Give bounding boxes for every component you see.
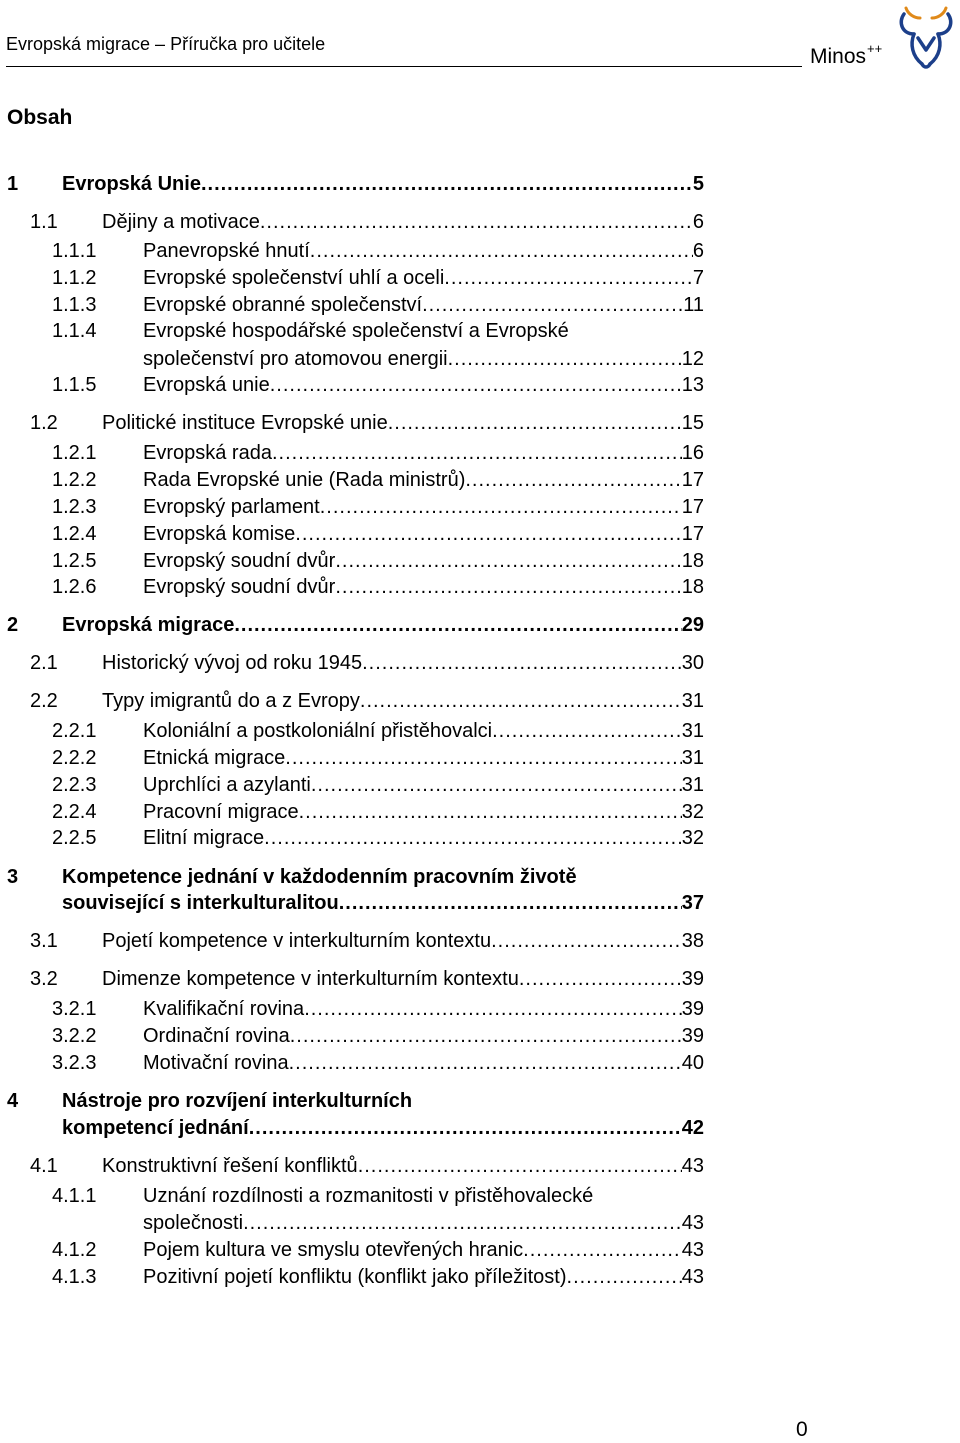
toc-entry-title-row <box>102 928 704 955</box>
toc-entry-number: 1.2.6 <box>52 576 97 598</box>
toc-entry-page: 31 <box>681 690 704 712</box>
toc-entry-number: 2.2 <box>30 690 58 712</box>
toc-entry-page: 43 <box>681 1239 704 1261</box>
toc-entry-page: 42 <box>681 1117 704 1139</box>
toc-dot-leader <box>249 1115 682 1142</box>
toc-entry[interactable] <box>0 494 704 521</box>
toc-entry[interactable] <box>0 410 704 437</box>
toc-entry-number: 2 <box>7 614 19 636</box>
toc-dot-leader <box>567 1264 682 1291</box>
toc-entry-title: Evropská Unie <box>62 173 201 195</box>
toc-entry-page: 37 <box>681 892 704 914</box>
toc-heading: Obsah <box>7 106 73 129</box>
toc-entry-page: 31 <box>681 774 704 796</box>
toc-entry-title: Politické instituce Evropské unie <box>102 412 388 434</box>
toc-entry-page: 32 <box>681 801 704 823</box>
toc-entry-number: 1.1.1 <box>52 240 97 262</box>
toc-entry-title-row <box>143 548 704 575</box>
toc-entry-title-row <box>102 410 704 437</box>
toc-entry-page: 18 <box>681 576 704 598</box>
toc-entry-title-row <box>143 799 704 826</box>
page-header <box>0 0 960 80</box>
toc-entry-title-row <box>143 440 704 467</box>
toc-entry-title-line1: Nástroje pro rozvíjení interkulturních <box>62 1090 413 1112</box>
toc-entry-page: 43 <box>681 1266 704 1288</box>
toc-entry-page: 6 <box>692 240 704 262</box>
toc-entry[interactable] <box>0 171 704 198</box>
toc-entry[interactable] <box>0 825 704 852</box>
toc-entry-number: 1.2 <box>30 412 58 434</box>
toc-entry[interactable] <box>0 265 704 292</box>
toc-dot-leader <box>444 265 693 292</box>
toc-entry[interactable] <box>0 650 704 677</box>
toc-entry-number: 2.2.2 <box>52 747 97 769</box>
toc-dot-leader <box>320 494 682 521</box>
toc-entry-page: 15 <box>681 412 704 434</box>
toc-entry-number: 1 <box>7 173 19 195</box>
toc-entry-title: Evropský parlament <box>143 496 320 518</box>
toc-entry-title-row <box>143 1050 704 1077</box>
toc-dot-leader <box>523 1237 682 1264</box>
toc-entry-page: 11 <box>683 294 704 316</box>
toc-entry-number: 3.2 <box>30 968 58 990</box>
toc-entry-number: 3.2.1 <box>52 998 97 1020</box>
toc-entry-title-row <box>143 265 704 292</box>
toc-entry-number: 1.2.1 <box>52 442 97 464</box>
toc-entry-number: 3.1 <box>30 930 58 952</box>
toc-entry[interactable] <box>0 864 704 891</box>
toc-entry-number: 2.2.1 <box>52 720 97 742</box>
toc-entry-number: 1.1.3 <box>52 294 97 316</box>
toc-entry-title: související s interkulturalitou <box>62 892 339 914</box>
toc-entry-title: Evropská unie <box>143 374 270 396</box>
toc-entry[interactable] <box>0 1050 704 1077</box>
toc-entry[interactable] <box>0 1183 704 1210</box>
toc-entry-title: Historický vývoj od roku 1945 <box>102 652 363 674</box>
toc-entry-page: 7 <box>692 267 704 289</box>
toc-dot-leader <box>299 799 682 826</box>
toc-entry-number: 2.2.3 <box>52 774 97 796</box>
toc-entry-title-row <box>143 292 704 319</box>
toc-entry-title-line1: Evropské hospodářské společenství a Evropské <box>143 320 569 342</box>
toc-entry-title-row <box>143 1023 704 1050</box>
toc-entry-title: Ordinační rovina <box>143 1025 290 1047</box>
toc-entry-title-line1: Uznání rozdílnosti a rozmanitosti v přistěhovalecké <box>143 1185 594 1207</box>
toc-entry-title: Evropský soudní dvůr <box>143 576 336 598</box>
toc-entry-number: 3.2.3 <box>52 1052 97 1074</box>
toc-entry-title-row <box>62 612 704 639</box>
toc-entry-title: Evropská komise <box>143 523 296 545</box>
toc-dot-leader <box>335 574 681 601</box>
toc-entry-title-row <box>143 996 704 1023</box>
toc-entry[interactable] <box>0 467 704 494</box>
toc-entry-page: 39 <box>681 998 704 1020</box>
toc-entry-title: Pozitivní pojetí konfliktu (konflikt jako příležitost) <box>143 1266 567 1288</box>
toc-dot-leader <box>270 372 682 399</box>
toc-entry-title-row <box>143 494 704 521</box>
toc-entry-title: společnosti <box>143 1212 244 1234</box>
toc-entry-page: 17 <box>681 469 704 491</box>
toc-entry-page: 13 <box>681 374 704 396</box>
toc-entry-title-row <box>143 346 704 373</box>
toc-entry-page: 38 <box>681 930 704 952</box>
toc-dot-leader <box>358 1153 682 1180</box>
toc-entry-title: Kvalifikační rovina <box>143 998 305 1020</box>
toc-entry-number: 1.1.2 <box>52 267 97 289</box>
toc-entry-title-row <box>143 467 704 494</box>
toc-entry-title-line1: Kompetence jednání v každodenním pracovním životě <box>62 866 577 888</box>
toc-dot-leader <box>519 966 682 993</box>
toc-entry-title-row <box>62 171 704 198</box>
toc-entry-title: kompetencí jednání <box>62 1117 249 1139</box>
toc-entry-title: Evropské společenství uhlí a oceli <box>143 267 445 289</box>
toc-entry-number: 4 <box>7 1090 19 1112</box>
toc-entry[interactable] <box>0 440 704 467</box>
brand-sup: ++ <box>867 41 883 56</box>
toc-entry-number: 1.2.2 <box>52 469 97 491</box>
toc-entry-number: 3.2.2 <box>52 1025 97 1047</box>
toc-entry-title-row <box>102 688 704 715</box>
toc-entry[interactable] <box>0 521 704 548</box>
toc-entry-title: Etnická migrace <box>143 747 286 769</box>
toc-entry[interactable] <box>0 238 704 265</box>
toc-entry-page: 31 <box>681 747 704 769</box>
toc-entry-title: Koloniální a postkoloniální přistěhovalci <box>143 720 493 742</box>
toc-entry-title: Rada Evropské unie (Rada ministrů) <box>143 469 466 491</box>
toc-entry-title-row <box>143 521 704 548</box>
toc-entry-number: 1.2.5 <box>52 550 97 572</box>
toc-entry[interactable] <box>0 1088 704 1115</box>
toc-entry-page: 18 <box>681 550 704 572</box>
toc-entry-page: 43 <box>681 1212 704 1234</box>
toc-entry-title: Evropská migrace <box>62 614 235 636</box>
toc-entry-title: Panevropské hnutí <box>143 240 310 262</box>
page-number: 0 <box>796 1418 808 1441</box>
toc-entry-title: Pracovní migrace <box>143 801 299 823</box>
toc-entry-title-row <box>62 1115 704 1142</box>
toc-dot-leader <box>339 890 682 917</box>
toc-dot-leader <box>465 467 681 494</box>
toc-entry[interactable] <box>0 1023 704 1050</box>
toc-entry-title-row <box>102 209 704 236</box>
toc-entry[interactable] <box>0 209 704 236</box>
toc-entry-page: 29 <box>681 614 704 636</box>
toc-dot-leader <box>234 612 681 639</box>
toc-entry-number: 2.2.5 <box>52 827 97 849</box>
toc-entry-title: Uprchlíci a azylanti <box>143 774 311 796</box>
toc-entry-number: 1.1.4 <box>52 320 97 342</box>
toc-entry-continuation[interactable] <box>0 1210 704 1237</box>
toc-entry-title: Motivační rovina <box>143 1052 289 1074</box>
toc-entry-title-row <box>102 1153 704 1180</box>
toc-entry-title: Evropská rada <box>143 442 272 464</box>
toc-entry[interactable] <box>0 772 704 799</box>
toc-entry-page: 16 <box>681 442 704 464</box>
toc-entry-number: 1.2.3 <box>52 496 97 518</box>
toc-entry-title: Dějiny a motivace <box>102 211 260 233</box>
toc-entry-page: 5 <box>692 173 704 195</box>
toc-entry-page: 17 <box>681 523 704 545</box>
toc-entry-title-row <box>143 745 704 772</box>
toc-entry-title-row <box>143 372 704 399</box>
toc-dot-leader <box>360 688 682 715</box>
toc-entry-title-row <box>62 890 704 917</box>
toc-entry-title-row <box>143 825 704 852</box>
header-rule <box>6 66 802 67</box>
toc-entry-title-row <box>102 966 704 993</box>
toc-dot-leader <box>243 1210 682 1237</box>
toc-entry-page: 31 <box>681 720 704 742</box>
toc-entry-title: Evropský soudní dvůr <box>143 550 336 572</box>
toc-entry[interactable] <box>0 1153 704 1180</box>
toc-entry[interactable] <box>0 292 704 319</box>
toc-entry[interactable] <box>0 372 704 399</box>
toc-dot-leader <box>311 772 682 799</box>
toc-entry-title: Konstruktivní řešení konfliktů <box>102 1155 358 1177</box>
toc-entry[interactable] <box>0 928 704 955</box>
toc-entry-title-row <box>102 650 704 677</box>
toc-entry[interactable] <box>0 688 704 715</box>
toc-entry-number: 4.1.3 <box>52 1266 97 1288</box>
toc-dot-leader <box>290 1023 682 1050</box>
toc-entry-title-row <box>143 1237 704 1264</box>
toc-entry-continuation[interactable] <box>0 1115 704 1142</box>
toc-entry-number: 4.1 <box>30 1155 58 1177</box>
toc-entry-title-row <box>143 718 704 745</box>
brand-name <box>810 43 882 69</box>
toc-entry-title: Pojetí kompetence v interkulturním kontextu <box>102 930 492 952</box>
toc-entry-number: 1.1.5 <box>52 374 97 396</box>
toc-dot-leader <box>422 292 683 319</box>
toc-entry[interactable] <box>0 996 704 1023</box>
toc-entry-title: Dimenze kompetence v interkulturním kontextu <box>102 968 519 990</box>
toc-entry-page: 39 <box>681 1025 704 1047</box>
toc-dot-leader <box>260 209 693 236</box>
toc-dot-leader <box>285 745 681 772</box>
toc-entry-page: 40 <box>681 1052 704 1074</box>
toc-entry-title-row <box>143 1264 704 1291</box>
toc-entry-page: 6 <box>692 211 704 233</box>
toc-entry-title-row <box>143 574 704 601</box>
toc-entry-title: společenství pro atomovou energii <box>143 348 448 370</box>
toc-entry-number: 4.1.2 <box>52 1239 97 1261</box>
toc-entry-number: 2.1 <box>30 652 58 674</box>
toc-dot-leader <box>264 825 682 852</box>
toc-entry-title: Elitní migrace <box>143 827 265 849</box>
toc-entry-number: 3 <box>7 866 19 888</box>
toc-dot-leader <box>335 548 681 575</box>
toc-dot-leader <box>491 928 682 955</box>
toc-entry[interactable] <box>0 1264 704 1291</box>
toc-dot-leader <box>201 171 693 198</box>
toc-entry-number: 4.1.1 <box>52 1185 97 1207</box>
toc-entry[interactable] <box>0 318 704 345</box>
toc-dot-leader <box>310 238 693 265</box>
toc-entry-page: 43 <box>681 1155 704 1177</box>
toc-entry-page: 32 <box>681 827 704 849</box>
toc-entry-page: 39 <box>681 968 704 990</box>
toc-entry-title-row <box>143 772 704 799</box>
toc-dot-leader <box>272 440 682 467</box>
toc-dot-leader <box>304 996 682 1023</box>
toc-entry-continuation[interactable] <box>0 346 704 373</box>
toc-entry-page: 12 <box>681 348 704 370</box>
brand-text: Minos <box>810 45 867 68</box>
toc-entry[interactable] <box>0 548 704 575</box>
toc-dot-leader <box>448 346 682 373</box>
toc-entry-number: 1.2.4 <box>52 523 97 545</box>
toc-entry-number: 2.2.4 <box>52 801 97 823</box>
toc-entry-number: 1.1 <box>30 211 58 233</box>
toc-dot-leader <box>362 650 682 677</box>
toc-entry[interactable] <box>0 612 704 639</box>
toc-dot-leader <box>295 521 681 548</box>
toc-entry-title-row <box>143 238 704 265</box>
toc-entry[interactable] <box>0 966 704 993</box>
toc-entry[interactable] <box>0 574 704 601</box>
toc-entry-page: 30 <box>681 652 704 674</box>
toc-entry-title: Pojem kultura ve smyslu otevřených hranic <box>143 1239 524 1261</box>
toc-dot-leader <box>388 410 682 437</box>
bull-head-logo-icon <box>896 4 956 72</box>
toc-entry[interactable] <box>0 718 704 745</box>
toc-entry[interactable] <box>0 1237 704 1264</box>
toc-entry-title: Typy imigrantů do a z Evropy <box>102 690 360 712</box>
toc-entry-page: 17 <box>681 496 704 518</box>
toc-dot-leader <box>492 718 682 745</box>
toc-entry[interactable] <box>0 745 704 772</box>
toc-dot-leader <box>289 1050 682 1077</box>
header-title: Evropská migrace – Příručka pro učitele <box>6 34 326 54</box>
toc-entry-title-row <box>143 1210 704 1237</box>
toc-entry[interactable] <box>0 799 704 826</box>
toc-entry-continuation[interactable] <box>0 890 704 917</box>
toc-entry-title: Evropské obranné společenství <box>143 294 423 316</box>
